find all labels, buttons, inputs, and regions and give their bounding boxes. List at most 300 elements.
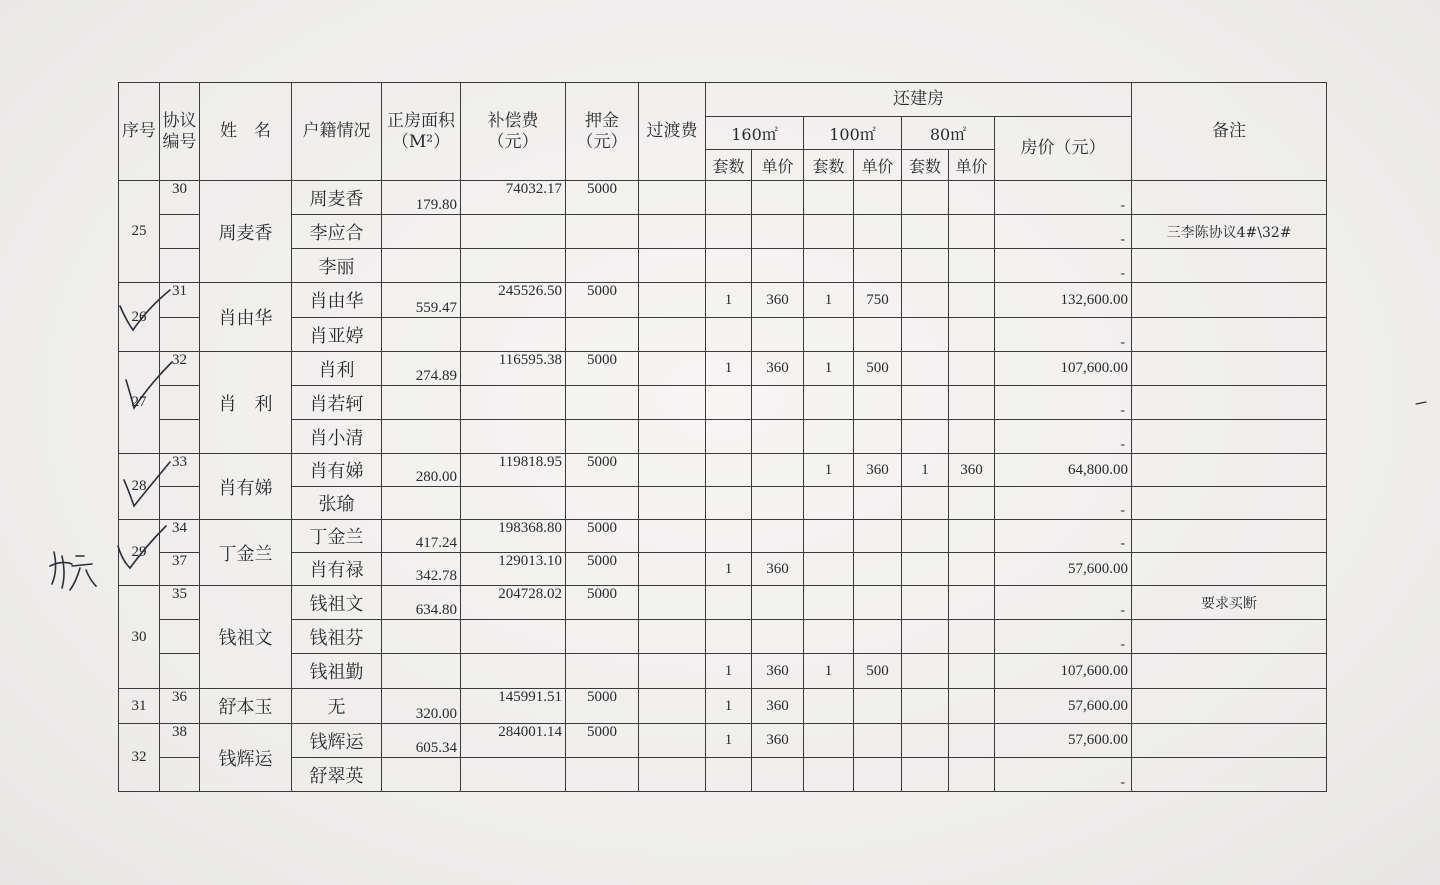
compensation-cell <box>461 318 566 352</box>
table-row <box>119 487 1327 520</box>
sets-160-cell <box>706 454 752 487</box>
area-cell <box>382 215 461 249</box>
sets-80-cell <box>902 520 949 553</box>
sets-160-cell <box>706 620 752 654</box>
deposit-cell: 5000 <box>566 454 639 487</box>
sets-100-cell <box>804 487 854 520</box>
household-member-cell: 钱祖勤 <box>292 654 382 689</box>
sets-80-cell <box>902 352 949 386</box>
house-price-cell: - <box>995 181 1132 215</box>
house-price-cell: - <box>995 386 1132 420</box>
unit-price-100-cell <box>854 420 902 454</box>
header-sets-80: 套数 <box>902 150 949 181</box>
deposit-cell: 5000 <box>566 352 639 386</box>
sets-100-cell <box>804 420 854 454</box>
deposit-cell <box>566 654 639 689</box>
unit-price-80-cell <box>949 487 995 520</box>
remarks-cell <box>1132 420 1327 454</box>
sets-80-cell <box>902 758 949 792</box>
compensation-cell: 204728.02 <box>461 586 566 620</box>
unit-price-100-cell <box>854 386 902 420</box>
table-row <box>119 620 1327 654</box>
sets-160-cell <box>706 181 752 215</box>
house-price-cell: 57,600.00 <box>995 689 1132 724</box>
household-member-cell: 肖若轲 <box>292 386 382 420</box>
agreement-no-cell: 32 <box>160 352 200 386</box>
seq-cell: 26 <box>119 283 160 352</box>
house-price-cell: - <box>995 420 1132 454</box>
area-cell: 605.34 <box>382 724 461 758</box>
unit-price-100-cell <box>854 181 902 215</box>
unit-price-160-cell: 360 <box>752 352 804 386</box>
agreement-no-cell: 30 <box>160 181 200 215</box>
table-row <box>119 386 1327 420</box>
agreement-no-cell <box>160 318 200 352</box>
scan-speck <box>1416 402 1426 404</box>
remarks-cell <box>1132 352 1327 386</box>
sets-80-cell <box>902 386 949 420</box>
sets-100-cell <box>804 318 854 352</box>
compensation-cell <box>461 249 566 283</box>
compensation-cell: 116595.38 <box>461 352 566 386</box>
household-head-name-cell: 钱辉运 <box>200 724 292 792</box>
remarks-cell: 要求买断 <box>1132 586 1327 620</box>
sets-160-cell: 1 <box>706 689 752 724</box>
transition-fee-cell <box>639 520 706 553</box>
household-member-cell: 周麦香 <box>292 181 382 215</box>
sets-160-cell <box>706 520 752 553</box>
table-row <box>119 318 1327 352</box>
household-member-cell: 丁金兰 <box>292 520 382 553</box>
header-unit-price-160: 单价 <box>752 150 804 181</box>
sets-160-cell: 1 <box>706 654 752 689</box>
remarks-cell <box>1132 689 1327 724</box>
area-cell <box>382 249 461 283</box>
house-price-cell: 107,600.00 <box>995 352 1132 386</box>
transition-fee-cell <box>639 620 706 654</box>
area-cell: 417.24 <box>382 520 461 553</box>
sets-100-cell <box>804 620 854 654</box>
transition-fee-cell <box>639 420 706 454</box>
header-compensation: 补偿费（元） <box>461 83 566 181</box>
unit-price-160-cell <box>752 520 804 553</box>
remarks-cell <box>1132 620 1327 654</box>
agreement-no-cell: 33 <box>160 454 200 487</box>
remarks-cell <box>1132 520 1327 553</box>
agreement-no-cell <box>160 620 200 654</box>
seq-cell: 30 <box>119 586 160 689</box>
sets-160-cell <box>706 215 752 249</box>
deposit-cell <box>566 386 639 420</box>
unit-price-100-cell <box>854 520 902 553</box>
header-size-100: 100㎡ <box>804 117 902 150</box>
household-member-cell: 钱祖文 <box>292 586 382 620</box>
compensation-cell: 129013.10 <box>461 553 566 586</box>
compensation-cell: 198368.80 <box>461 520 566 553</box>
seq-cell: 27 <box>119 352 160 454</box>
agreement-no-cell: 34 <box>160 520 200 553</box>
header-house-price: 房价（元） <box>995 117 1132 181</box>
unit-price-80-cell: 360 <box>949 454 995 487</box>
sets-80-cell: 1 <box>902 454 949 487</box>
area-cell: 179.80 <box>382 181 461 215</box>
table-row <box>119 654 1327 689</box>
house-price-cell: 57,600.00 <box>995 553 1132 586</box>
table-row <box>119 758 1327 792</box>
unit-price-100-cell: 360 <box>854 454 902 487</box>
transition-fee-cell <box>639 283 706 318</box>
remarks-cell <box>1132 758 1327 792</box>
unit-price-100-cell <box>854 620 902 654</box>
header-sets-160: 套数 <box>706 150 752 181</box>
deposit-cell <box>566 318 639 352</box>
remarks-cell: 三李陈协议4#\32# <box>1132 215 1327 249</box>
deposit-cell: 5000 <box>566 724 639 758</box>
remarks-cell <box>1132 283 1327 318</box>
sets-100-cell <box>804 386 854 420</box>
agreement-no-cell: 37 <box>160 553 200 586</box>
deposit-cell <box>566 249 639 283</box>
sets-80-cell <box>902 553 949 586</box>
sets-80-cell <box>902 249 949 283</box>
table-row <box>119 215 1327 249</box>
remarks-cell <box>1132 318 1327 352</box>
deposit-cell: 5000 <box>566 586 639 620</box>
deposit-cell <box>566 420 639 454</box>
unit-price-80-cell <box>949 620 995 654</box>
transition-fee-cell <box>639 487 706 520</box>
sets-160-cell: 1 <box>706 553 752 586</box>
remarks-cell <box>1132 724 1327 758</box>
household-member-cell: 肖有娣 <box>292 454 382 487</box>
area-cell: 274.89 <box>382 352 461 386</box>
sets-80-cell <box>902 586 949 620</box>
agreement-no-cell: 38 <box>160 724 200 758</box>
sets-100-cell <box>804 181 854 215</box>
seq-cell: 28 <box>119 454 160 520</box>
unit-price-160-cell <box>752 454 804 487</box>
house-price-cell: 132,600.00 <box>995 283 1132 318</box>
house-price-cell: - <box>995 215 1132 249</box>
sets-160-cell: 1 <box>706 352 752 386</box>
unit-price-160-cell <box>752 386 804 420</box>
table-row <box>119 283 1327 318</box>
area-cell <box>382 620 461 654</box>
unit-price-80-cell <box>949 724 995 758</box>
unit-price-100-cell <box>854 215 902 249</box>
unit-price-80-cell <box>949 318 995 352</box>
sets-100-cell <box>804 215 854 249</box>
house-price-cell: 107,600.00 <box>995 654 1132 689</box>
header-seq: 序号 <box>119 83 160 181</box>
handwritten-margin-note <box>50 552 96 590</box>
agreement-no-cell: 35 <box>160 586 200 620</box>
house-price-cell: - <box>995 318 1132 352</box>
household-member-cell: 无 <box>292 689 382 724</box>
household-head-name-cell: 丁金兰 <box>200 520 292 586</box>
unit-price-100-cell <box>854 553 902 586</box>
sets-80-cell <box>902 283 949 318</box>
household-head-name-cell: 钱祖文 <box>200 586 292 689</box>
sets-100-cell <box>804 724 854 758</box>
unit-price-160-cell <box>752 620 804 654</box>
unit-price-160-cell <box>752 215 804 249</box>
unit-price-160-cell <box>752 181 804 215</box>
sets-80-cell <box>902 181 949 215</box>
header-size-80: 80㎡ <box>902 117 995 150</box>
compensation-cell <box>461 215 566 249</box>
table-row <box>119 420 1327 454</box>
sets-100-cell <box>804 758 854 792</box>
compensation-cell: 245526.50 <box>461 283 566 318</box>
agreement-no-cell <box>160 215 200 249</box>
household-head-name-cell: 舒本玉 <box>200 689 292 724</box>
transition-fee-cell <box>639 689 706 724</box>
sets-100-cell <box>804 249 854 283</box>
table-row <box>119 352 1327 386</box>
seq-cell: 32 <box>119 724 160 792</box>
unit-price-100-cell <box>854 318 902 352</box>
table-row <box>119 454 1327 487</box>
compensation-cell: 284001.14 <box>461 724 566 758</box>
transition-fee-cell <box>639 249 706 283</box>
unit-price-80-cell <box>949 654 995 689</box>
transition-fee-cell <box>639 318 706 352</box>
table-row <box>119 181 1327 215</box>
table-row <box>119 586 1327 620</box>
agreement-no-cell <box>160 249 200 283</box>
unit-price-80-cell <box>949 689 995 724</box>
header-name: 姓 名 <box>200 83 292 181</box>
unit-price-100-cell: 500 <box>854 352 902 386</box>
sets-100-cell: 1 <box>804 654 854 689</box>
unit-price-160-cell <box>752 420 804 454</box>
unit-price-100-cell: 500 <box>854 654 902 689</box>
unit-price-80-cell <box>949 758 995 792</box>
seq-cell: 31 <box>119 689 160 724</box>
unit-price-80-cell <box>949 586 995 620</box>
unit-price-80-cell <box>949 352 995 386</box>
sets-160-cell <box>706 487 752 520</box>
table-row <box>119 520 1327 553</box>
household-member-cell: 李丽 <box>292 249 382 283</box>
agreement-no-cell <box>160 386 200 420</box>
deposit-cell <box>566 215 639 249</box>
header-household: 户籍情况 <box>292 83 382 181</box>
remarks-cell <box>1132 386 1327 420</box>
sets-160-cell <box>706 758 752 792</box>
transition-fee-cell <box>639 586 706 620</box>
household-member-cell: 肖小清 <box>292 420 382 454</box>
deposit-cell: 5000 <box>566 520 639 553</box>
unit-price-80-cell <box>949 420 995 454</box>
compensation-cell <box>461 620 566 654</box>
deposit-cell <box>566 487 639 520</box>
area-cell <box>382 318 461 352</box>
unit-price-80-cell <box>949 249 995 283</box>
house-price-cell: - <box>995 758 1132 792</box>
unit-price-160-cell: 360 <box>752 689 804 724</box>
sets-100-cell: 1 <box>804 283 854 318</box>
area-cell: 320.00 <box>382 689 461 724</box>
unit-price-100-cell: 750 <box>854 283 902 318</box>
household-member-cell: 钱祖芬 <box>292 620 382 654</box>
sets-80-cell <box>902 654 949 689</box>
unit-price-160-cell <box>752 318 804 352</box>
header-agreement-no: 协议编号 <box>160 83 200 181</box>
sets-80-cell <box>902 724 949 758</box>
compensation-cell <box>461 758 566 792</box>
table-row <box>119 724 1327 758</box>
header-resettlement: 还建房 <box>706 83 1132 117</box>
header-deposit: 押金（元） <box>566 83 639 181</box>
household-member-cell: 肖利 <box>292 352 382 386</box>
sets-100-cell <box>804 520 854 553</box>
unit-price-160-cell: 360 <box>752 724 804 758</box>
sets-80-cell <box>902 620 949 654</box>
transition-fee-cell <box>639 454 706 487</box>
unit-price-80-cell <box>949 215 995 249</box>
seq-cell: 25 <box>119 181 160 283</box>
agreement-no-cell: 36 <box>160 689 200 724</box>
house-price-cell: - <box>995 249 1132 283</box>
deposit-cell: 5000 <box>566 181 639 215</box>
unit-price-100-cell <box>854 586 902 620</box>
sets-160-cell <box>706 386 752 420</box>
area-cell: 280.00 <box>382 454 461 487</box>
deposit-cell: 5000 <box>566 553 639 586</box>
household-member-cell: 舒翠英 <box>292 758 382 792</box>
house-price-cell: 57,600.00 <box>995 724 1132 758</box>
sets-80-cell <box>902 318 949 352</box>
sets-100-cell: 1 <box>804 352 854 386</box>
household-member-cell: 李应合 <box>292 215 382 249</box>
unit-price-80-cell <box>949 283 995 318</box>
household-member-cell: 肖亚婷 <box>292 318 382 352</box>
sets-80-cell <box>902 689 949 724</box>
unit-price-160-cell: 360 <box>752 553 804 586</box>
unit-price-100-cell <box>854 249 902 283</box>
table-row <box>119 689 1327 724</box>
deposit-cell <box>566 758 639 792</box>
sets-160-cell <box>706 249 752 283</box>
household-head-name-cell: 周麦香 <box>200 181 292 283</box>
unit-price-80-cell <box>949 520 995 553</box>
remarks-cell <box>1132 553 1327 586</box>
unit-price-100-cell <box>854 758 902 792</box>
remarks-cell <box>1132 181 1327 215</box>
deposit-cell <box>566 620 639 654</box>
sets-100-cell <box>804 689 854 724</box>
area-cell <box>382 386 461 420</box>
transition-fee-cell <box>639 215 706 249</box>
sets-160-cell <box>706 420 752 454</box>
sets-80-cell <box>902 215 949 249</box>
transition-fee-cell <box>639 181 706 215</box>
table-row <box>119 553 1327 586</box>
sets-100-cell <box>804 586 854 620</box>
unit-price-160-cell <box>752 758 804 792</box>
house-price-cell: - <box>995 586 1132 620</box>
area-cell: 634.80 <box>382 586 461 620</box>
agreement-no-cell <box>160 654 200 689</box>
deposit-cell: 5000 <box>566 689 639 724</box>
unit-price-80-cell <box>949 386 995 420</box>
agreement-no-cell <box>160 420 200 454</box>
compensation-cell: 145991.51 <box>461 689 566 724</box>
unit-price-100-cell <box>854 689 902 724</box>
area-cell <box>382 420 461 454</box>
transition-fee-cell <box>639 724 706 758</box>
unit-price-100-cell <box>854 487 902 520</box>
transition-fee-cell <box>639 654 706 689</box>
unit-price-160-cell <box>752 249 804 283</box>
header-unit-price-100: 单价 <box>854 150 902 181</box>
unit-price-160-cell <box>752 586 804 620</box>
header-area: 正房面积（M²） <box>382 83 461 181</box>
household-head-name-cell: 肖 利 <box>200 352 292 454</box>
house-price-cell: - <box>995 620 1132 654</box>
sets-100-cell <box>804 553 854 586</box>
household-member-cell: 钱辉运 <box>292 724 382 758</box>
household-member-cell: 张瑜 <box>292 487 382 520</box>
unit-price-160-cell <box>752 487 804 520</box>
resettlement-ledger-table <box>118 82 1327 792</box>
compensation-cell <box>461 487 566 520</box>
agreement-no-cell: 31 <box>160 283 200 318</box>
household-member-cell: 肖由华 <box>292 283 382 318</box>
remarks-cell <box>1132 487 1327 520</box>
compensation-cell: 119818.95 <box>461 454 566 487</box>
unit-price-100-cell <box>854 724 902 758</box>
sets-160-cell: 1 <box>706 724 752 758</box>
area-cell: 342.78 <box>382 553 461 586</box>
header-unit-price-80: 单价 <box>949 150 995 181</box>
deposit-cell: 5000 <box>566 283 639 318</box>
sets-80-cell <box>902 420 949 454</box>
household-member-cell: 肖有禄 <box>292 553 382 586</box>
header-sets-100: 套数 <box>804 150 854 181</box>
household-head-name-cell: 肖由华 <box>200 283 292 352</box>
house-price-cell: - <box>995 487 1132 520</box>
compensation-cell: 74032.17 <box>461 181 566 215</box>
area-cell <box>382 487 461 520</box>
area-cell <box>382 758 461 792</box>
sets-80-cell <box>902 487 949 520</box>
house-price-cell: 64,800.00 <box>995 454 1132 487</box>
agreement-no-cell <box>160 758 200 792</box>
header-size-160: 160㎡ <box>706 117 804 150</box>
unit-price-80-cell <box>949 181 995 215</box>
house-price-cell: - <box>995 520 1132 553</box>
header-remarks: 备注 <box>1132 83 1327 181</box>
table-row <box>119 249 1327 283</box>
unit-price-160-cell: 360 <box>752 283 804 318</box>
area-cell: 559.47 <box>382 283 461 318</box>
compensation-cell <box>461 420 566 454</box>
transition-fee-cell <box>639 386 706 420</box>
transition-fee-cell <box>639 758 706 792</box>
sets-160-cell: 1 <box>706 283 752 318</box>
area-cell <box>382 654 461 689</box>
remarks-cell <box>1132 654 1327 689</box>
unit-price-160-cell: 360 <box>752 654 804 689</box>
ledger-body <box>119 181 1327 792</box>
compensation-cell <box>461 386 566 420</box>
sets-160-cell <box>706 586 752 620</box>
agreement-no-cell <box>160 487 200 520</box>
seq-cell: 29 <box>119 520 160 586</box>
